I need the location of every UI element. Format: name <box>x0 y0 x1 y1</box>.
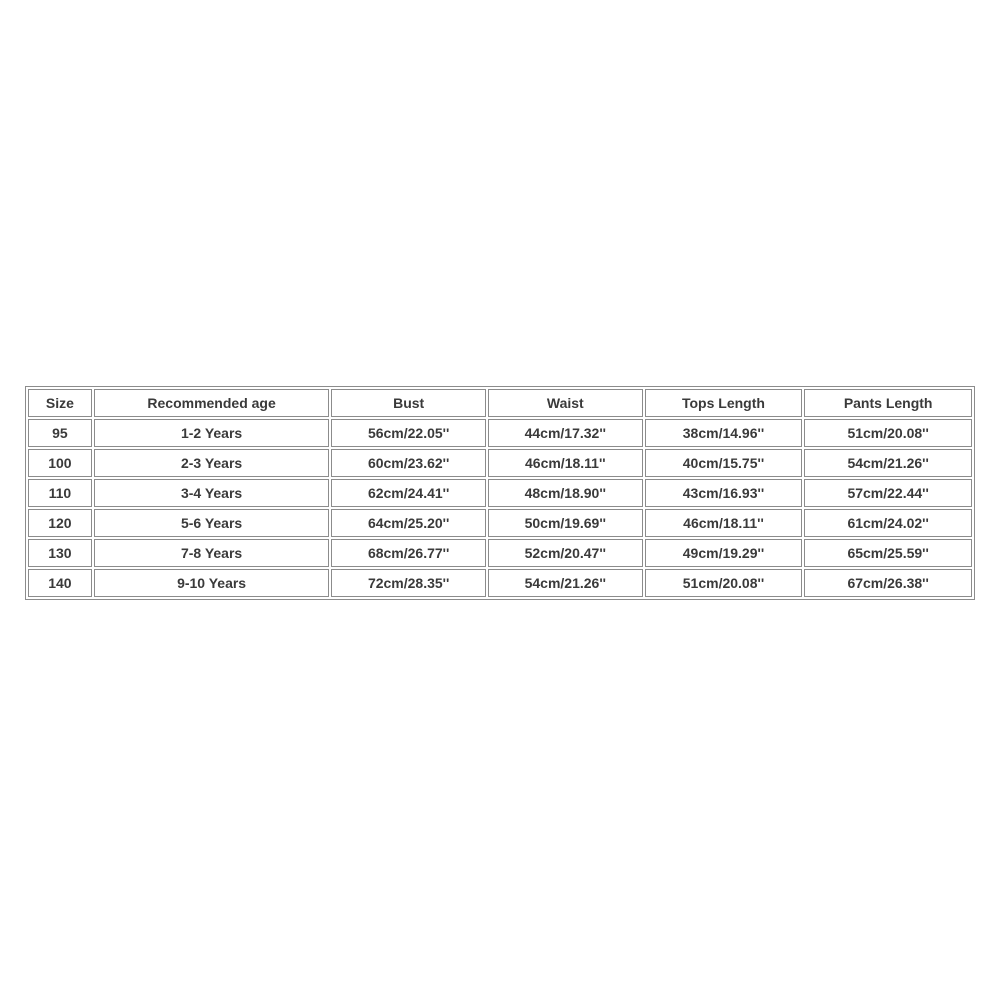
cell-tops-length: 46cm/18.11'' <box>645 509 803 537</box>
cell-size: 95 <box>28 419 92 447</box>
cell-bust: 56cm/22.05'' <box>331 419 486 447</box>
table-row <box>28 509 972 537</box>
header-size: Size <box>28 389 92 417</box>
cell-size: 120 <box>28 509 92 537</box>
table-row <box>28 569 972 597</box>
cell-pants-length: 61cm/24.02'' <box>804 509 972 537</box>
cell-pants-length: 67cm/26.38'' <box>804 569 972 597</box>
cell-waist: 44cm/17.32'' <box>488 419 643 447</box>
header-pants-length: Pants Length <box>804 389 972 417</box>
cell-size: 110 <box>28 479 92 507</box>
cell-waist: 46cm/18.11'' <box>488 449 643 477</box>
cell-waist: 50cm/19.69'' <box>488 509 643 537</box>
cell-pants-length: 65cm/25.59'' <box>804 539 972 567</box>
cell-recommended-age: 7-8 Years <box>94 539 330 567</box>
cell-pants-length: 51cm/20.08'' <box>804 419 972 447</box>
cell-tops-length: 38cm/14.96'' <box>645 419 803 447</box>
cell-waist: 48cm/18.90'' <box>488 479 643 507</box>
cell-bust: 62cm/24.41'' <box>331 479 486 507</box>
cell-recommended-age: 9-10 Years <box>94 569 330 597</box>
cell-recommended-age: 3-4 Years <box>94 479 330 507</box>
cell-waist: 52cm/20.47'' <box>488 539 643 567</box>
size-chart-table <box>25 386 975 600</box>
cell-tops-length: 49cm/19.29'' <box>645 539 803 567</box>
cell-recommended-age: 1-2 Years <box>94 419 330 447</box>
cell-pants-length: 57cm/22.44'' <box>804 479 972 507</box>
cell-bust: 64cm/25.20'' <box>331 509 486 537</box>
cell-bust: 60cm/23.62'' <box>331 449 486 477</box>
cell-waist: 54cm/21.26'' <box>488 569 643 597</box>
cell-tops-length: 51cm/20.08'' <box>645 569 803 597</box>
header-waist: Waist <box>488 389 643 417</box>
cell-recommended-age: 5-6 Years <box>94 509 330 537</box>
table-header-row <box>28 389 972 417</box>
cell-bust: 72cm/28.35'' <box>331 569 486 597</box>
table-row <box>28 419 972 447</box>
cell-size: 140 <box>28 569 92 597</box>
cell-size: 100 <box>28 449 92 477</box>
header-bust: Bust <box>331 389 486 417</box>
table-row <box>28 479 972 507</box>
cell-recommended-age: 2-3 Years <box>94 449 330 477</box>
table-row <box>28 539 972 567</box>
cell-pants-length: 54cm/21.26'' <box>804 449 972 477</box>
cell-size: 130 <box>28 539 92 567</box>
cell-tops-length: 40cm/15.75'' <box>645 449 803 477</box>
cell-bust: 68cm/26.77'' <box>331 539 486 567</box>
header-recommended-age: Recommended age <box>94 389 330 417</box>
cell-tops-length: 43cm/16.93'' <box>645 479 803 507</box>
table-row <box>28 449 972 477</box>
header-tops-length: Tops Length <box>645 389 803 417</box>
